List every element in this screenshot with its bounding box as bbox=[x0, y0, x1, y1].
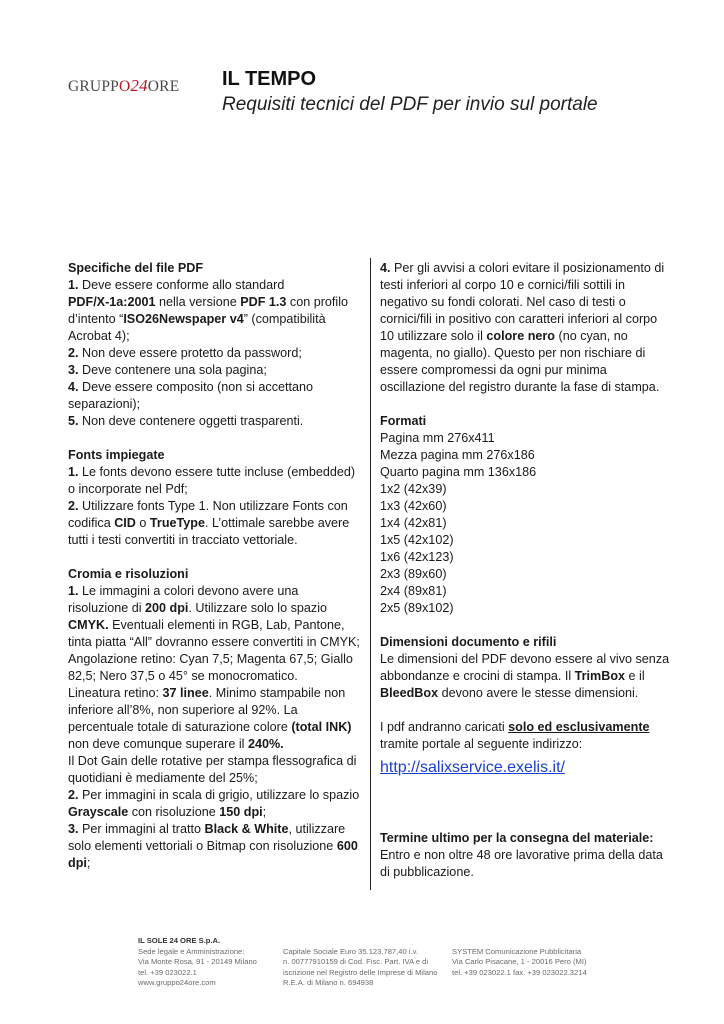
footer-company-address bbox=[138, 936, 257, 989]
format-size: (42x39) bbox=[400, 482, 447, 496]
column-divider bbox=[370, 258, 371, 890]
format-name: 2x3 bbox=[380, 567, 401, 581]
cromia-item-2: 2. Per immagini in scala di grigio, utilizzare lo spazio Grayscale con risoluzione 150 dpi; bbox=[68, 788, 360, 819]
section-heading-dimensioni: Dimensioni documento e rifili bbox=[380, 635, 557, 649]
footer-line: Capitale Sociale Euro 35.123.787,40 i.v. bbox=[283, 946, 418, 956]
footer-website: www.gruppo24ore.com bbox=[138, 978, 216, 987]
cromia-item-3: 3. Per immagini al tratto Black & White, utilizzare solo elementi vettoriali o Bitmap con risoluzione 600 dpi; bbox=[68, 822, 358, 870]
footer-capital-info bbox=[283, 936, 437, 989]
spec-item-2: 2. Non deve essere protetto da password; bbox=[68, 346, 302, 360]
upload-text: I pdf andranno caricati solo ed esclusivamente tramite portale al seguente indirizzo: bbox=[380, 720, 650, 751]
format-item bbox=[380, 447, 672, 464]
document-title: IL TEMPO bbox=[222, 68, 317, 90]
format-name: 1x2 bbox=[380, 482, 401, 496]
format-size: mm 276x411 bbox=[419, 431, 495, 445]
footer-line: n. 00777910159 di Cod. Fisc. Part. IVA e di bbox=[283, 957, 429, 966]
format-name: 1x4 bbox=[380, 516, 401, 530]
footer-company-name: IL SOLE 24 ORE S.p.A. bbox=[138, 936, 221, 945]
formati-list bbox=[380, 430, 672, 617]
fonts-item-2: 2. Utilizzare fonts Type 1. Non utilizzare Fonts con codifica CID o TrueType. L’ottimale sarebbe avere tutti i testi convertiti in tracciato vettoriale. bbox=[68, 499, 350, 547]
dimensioni-text: Le dimensioni del PDF devono essere al vivo senza abbondanze e crocini di stampa. Il TrimBox e il BleedBox devono avere le stesse dimensioni. bbox=[380, 652, 670, 700]
format-size: mm 136x186 bbox=[459, 465, 537, 479]
spec-item-1: 1. Deve essere conforme allo standard PDF/X-1a:2001 nella versione PDF 1.3 con profilo d’intento “ISO26Newspaper v4” (compatibilità Acrobat 4); bbox=[68, 278, 349, 343]
format-size: (89x81) bbox=[400, 584, 447, 598]
format-size: (89x60) bbox=[400, 567, 447, 581]
format-item bbox=[380, 430, 672, 447]
section-heading-cromia: Cromia e risoluzioni bbox=[68, 567, 189, 581]
cromia-lineatura: Lineatura retino: 37 linee. Minimo stampabile non inferiore all’8%, non superiore al 92%. La percentuale totale di saturazione colore (total INK) non deve comunque superare il 240%. bbox=[68, 686, 352, 751]
cromia-item-4: 4. Per gli avvisi a colori evitare il posizionamento di testi inferiori al corpo 10 e cornici/fili sottili in negativo su fondi colorati. Nel caso di testi o cornici/fili in positivo con caratteri inferiori al corpo 10 utilizzare solo il colore nero (no cyan, no magenta, no giallo). Questo per non rischiare di essere compromessi da ogni pur minima oscillazione del registro durante la fase di stampa. bbox=[380, 261, 665, 394]
format-name: 2x4 bbox=[380, 584, 401, 598]
format-name: Mezza pagina bbox=[380, 448, 459, 462]
footer-line: tel. +39 023022.1 fax. +39 023022.3214 bbox=[452, 967, 587, 977]
format-size: (42x81) bbox=[400, 516, 447, 530]
footer-line: iscrizione nel Registro delle Imprese di Milano bbox=[283, 967, 438, 977]
section-heading-termine: Termine ultimo per la consegna del materiale: bbox=[380, 831, 654, 845]
footer-line: Via Carlo Pisacane, 1 - 20016 Pero (MI) bbox=[452, 957, 587, 966]
format-item bbox=[380, 583, 672, 600]
format-item bbox=[380, 481, 672, 498]
left-column bbox=[68, 260, 362, 872]
termine-text: Entro e non oltre 48 ore lavorative prima della data di pubblicazione. bbox=[380, 848, 663, 879]
footer-line: tel. +39 023022.1 bbox=[138, 967, 197, 977]
section-heading-fonts: Fonts impiegate bbox=[68, 448, 165, 462]
spec-item-4: 4. Deve essere composito (non si accettano separazioni); bbox=[68, 380, 314, 411]
fonts-item-1: 1. Le fonts devono essere tutte incluse (embedded) o incorporate nel Pdf; bbox=[68, 465, 356, 496]
format-size: (42x102) bbox=[400, 533, 454, 547]
cromia-item-1: 1. Le immagini a colori devono avere una risoluzione di 200 dpi. Utilizzare solo lo spazio CMYK. Eventuali elementi in RGB, Lab, Pantone, tinta piatta “All” dovranno essere convertiti in CMYK; bbox=[68, 584, 360, 649]
spec-item-3: 3. Deve contenere una sola pagina; bbox=[68, 363, 267, 377]
document-subtitle: Requisiti tecnici del PDF per invio sul portale bbox=[222, 94, 598, 115]
portal-link[interactable]: http://salixservice.exelis.it/ bbox=[380, 759, 565, 776]
format-name: 1x3 bbox=[380, 499, 401, 513]
format-item bbox=[380, 600, 672, 617]
format-item bbox=[380, 464, 672, 481]
format-name: Pagina bbox=[380, 431, 420, 445]
footer-line: Sede legale e Amministrazione: bbox=[138, 946, 245, 956]
format-item bbox=[380, 498, 672, 515]
format-name: 1x5 bbox=[380, 533, 401, 547]
format-item bbox=[380, 532, 672, 549]
gruppo24ore-logo: GRUPPO24ORE bbox=[68, 76, 180, 95]
format-size: mm 276x186 bbox=[458, 448, 535, 462]
footer-system-info bbox=[452, 936, 587, 978]
spec-item-5: 5. Non deve contenere oggetti trasparenti. bbox=[68, 414, 304, 428]
cromia-angolazione: Angolazione retino: Cyan 7,5; Magenta 67,5; Giallo 82,5; Nero 37,5 o 45° se monocromatico. bbox=[68, 652, 353, 683]
format-name: 1x6 bbox=[380, 550, 401, 564]
section-heading-formati: Formati bbox=[380, 414, 427, 428]
footer-line: Via Monte Rosa, 91 - 20149 Milano bbox=[138, 957, 257, 966]
format-item bbox=[380, 515, 672, 532]
format-size: (42x123) bbox=[400, 550, 454, 564]
format-item bbox=[380, 549, 672, 566]
format-name: 2x5 bbox=[380, 601, 401, 615]
right-column bbox=[380, 260, 672, 881]
footer-line: SYSTEM Comunicazione Pubblicitaria bbox=[452, 946, 582, 956]
format-name: Quarto pagina bbox=[380, 465, 460, 479]
footer-line: R.E.A. di Milano n. 694938 bbox=[283, 978, 374, 987]
format-item bbox=[380, 566, 672, 583]
section-heading-specifiche: Specifiche del file PDF bbox=[68, 261, 204, 275]
format-size: (42x60) bbox=[400, 499, 447, 513]
format-size: (89x102) bbox=[400, 601, 454, 615]
cromia-dotgain: Il Dot Gain delle rotative per stampa flessografica di quotidiani è mediamente del 25%; bbox=[68, 754, 357, 785]
